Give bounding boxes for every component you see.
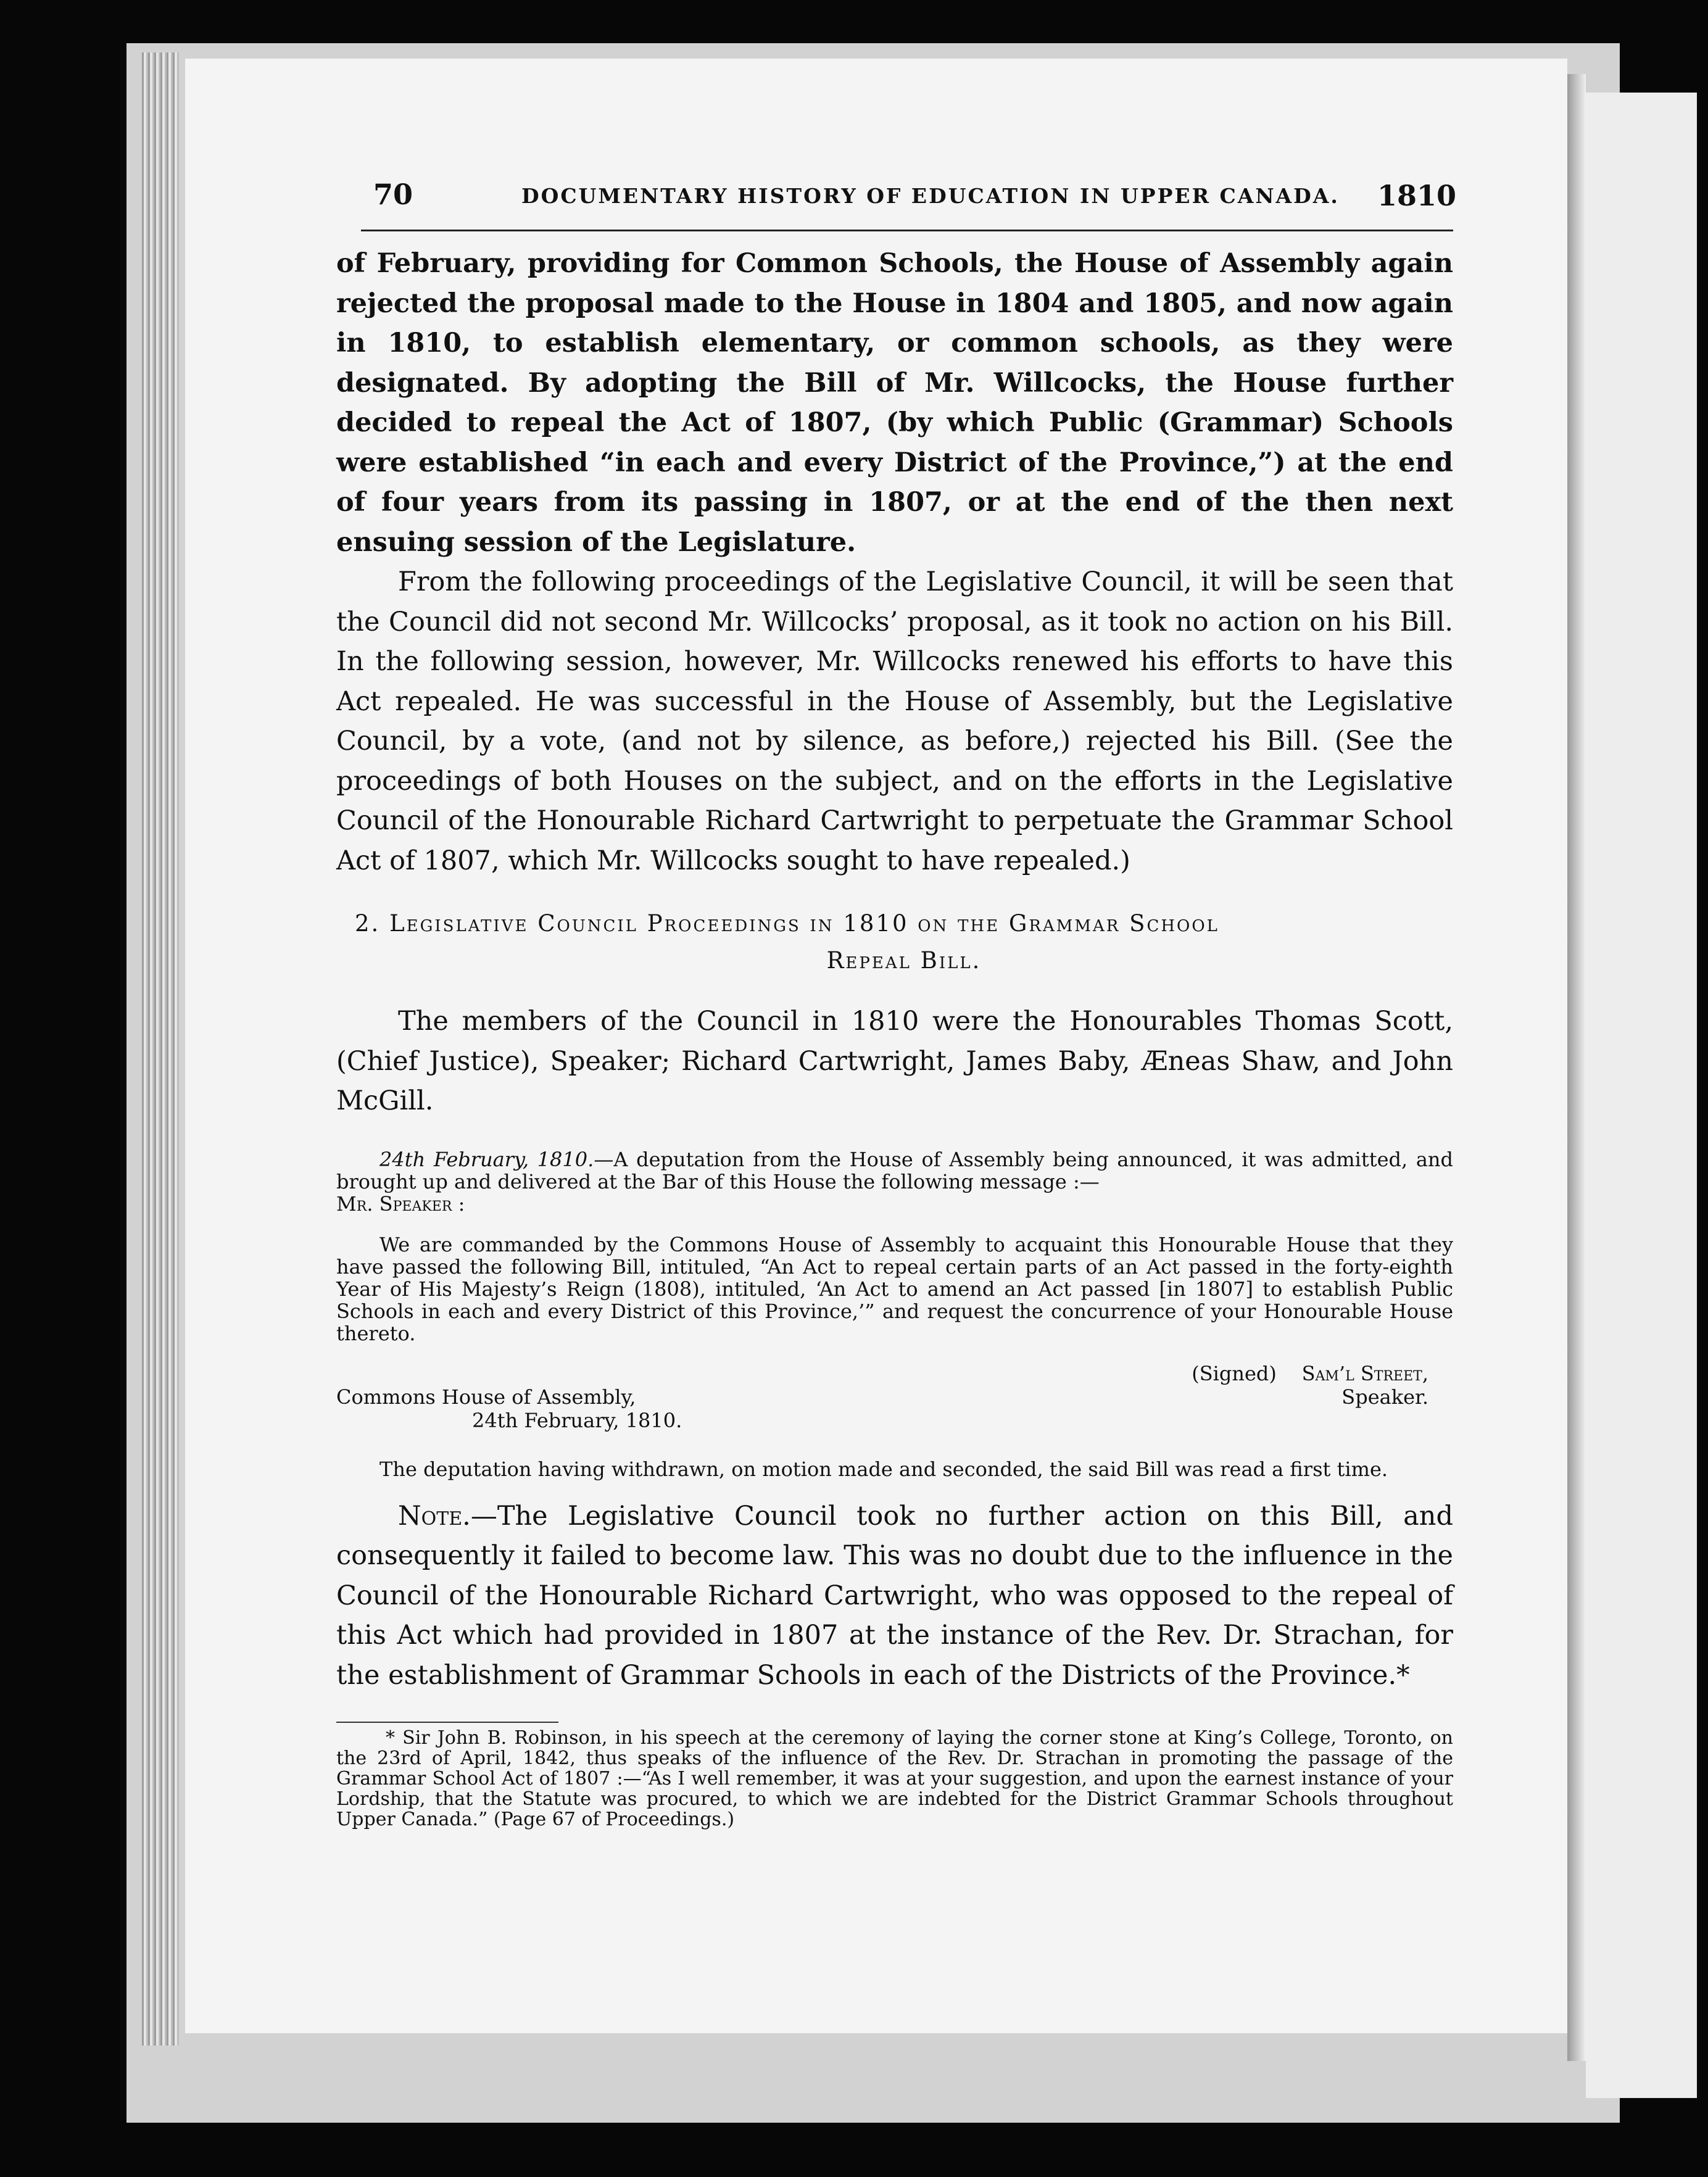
signature-left: [336, 1385, 682, 1432]
gutter-shadow: [1567, 74, 1586, 2061]
assembly-message: We are commanded by the Commons House of Assembly to acquaint this Honourable House that they have passed the following Bill, intituled, “An Act to repeal certain parts of an Act passed in the forty-eighth Year of His Majesty’s Reign (1808), intituled, ‘An Act to amend an Act passed [in 1807] to establish Public Schools in each and every District of this Province,’” and request the concurrence of your Honourable House thereto.: [336, 1232, 1453, 1345]
signature-right: [1192, 1362, 1428, 1409]
salutation: Mr. Speaker :: [336, 1192, 465, 1216]
adjacent-page: [1586, 93, 1697, 2098]
signed-label: (Signed): [1192, 1361, 1277, 1385]
journal-entry: [336, 1148, 1453, 1193]
running-year: 1810: [1377, 179, 1456, 212]
page-number: 70: [373, 178, 413, 211]
page-content: [336, 167, 1456, 1830]
entry-text: —A deputation from the House of Assembly being announced, it was admitted, and brought up and delivered at the Bar of this House the following message :—: [336, 1147, 1454, 1193]
deputation-paragraph: The deputation having withdrawn, on motion made and seconded, the said Bill was read a first time.: [379, 1457, 1388, 1481]
signature-place: Commons House of Assembly,: [336, 1385, 636, 1409]
running-title: DOCUMENTARY HISTORY OF EDUCATION IN UPPER CANADA.: [521, 184, 1340, 208]
header-rule: [361, 230, 1453, 231]
signer-role: Speaker.: [1341, 1385, 1428, 1409]
signature-date: 24th February, 1810.: [472, 1408, 682, 1432]
signer-name: Sam’l Street,: [1301, 1361, 1428, 1385]
footnote: * Sir John B. Robinson, in his speech at the ceremony of laying the corner stone at King’s College, Toronto, on the 23rd of April, 1842, thus speaks of the influence of the Rev. Dr. Strachan in promoting the passage of the Grammar School Act of 1807 :—“As I well remember, it was at your suggestion, and upon the earnest instance of your Lordship, that the Statute was procured, to which we are indebted for the District Grammar Schools throughout Upper Canada.” (Page 67 of Proceedings.): [336, 1727, 1453, 1830]
body-text: [336, 244, 1453, 881]
note-lead: Note.: [398, 1500, 471, 1532]
section-heading-line1: 2. Legislative Council Proceedings in 1810 on the Grammar School: [355, 910, 1219, 937]
signature-block: [336, 1362, 1453, 1454]
paragraph-1: of February, providing for Common Schools, the House of Assembly again rejected the proposal made to the House in 1804 and 1805, and now again in 1810, to establish elementary, or common schools, as they were designated. By adopting the Bill of Mr. Willcocks, the House further decided to repeal the Act of 1807, (by which Public (Grammar) Schools were established “in each and every District of the Province,”) at the end of four years from its passing in 1807, or at the end of the then next ensuing session of the Legislature.: [336, 248, 1453, 558]
footnote-rule: [336, 1722, 558, 1723]
note-paragraph: [336, 1496, 1453, 1696]
page-edges: [142, 52, 179, 2046]
section-heading-line2: Repeal Bill.: [826, 947, 982, 974]
running-head: [336, 167, 1456, 216]
section-heading: [355, 905, 1453, 979]
note-text: —The Legislative Council took no further action on this Bill, and consequently it failed to become law. This was no doubt due to the influence in the Council of the Honourable Richard Cartwright, who was opposed to the repeal of this Act which had provided in 1807 at the instance of the Rev. Dr. Strachan, for the establishment of Grammar Schools in each of the Districts of the Province.*: [336, 1500, 1453, 1691]
council-members-paragraph: The members of the Council in 1810 were the Honourables Thomas Scott, (Chief Justice), Speaker; Richard Cartwright, James Baby, Æneas Shaw, and John McGill.: [336, 1006, 1453, 1116]
paragraph-2: From the following proceedings of the Legislative Council, it will be seen that the Council did not second Mr. Willcocks’ proposal, as it took no action on his Bill. In the following session, however, Mr. Willcocks renewed his efforts to have this Act repealed. He was successful in the House of Assembly, but the Legislative Council, by a vote, (and not by silence, as before,) rejected his Bill. (See the proceedings of both Houses on the subject, and on the efforts in the Legislative Council of the Honourable Richard Cartwright to perpetuate the Grammar School Act of 1807, which Mr. Willcocks sought to have repealed.): [336, 566, 1453, 876]
entry-date: 24th February, 1810.: [379, 1147, 594, 1171]
